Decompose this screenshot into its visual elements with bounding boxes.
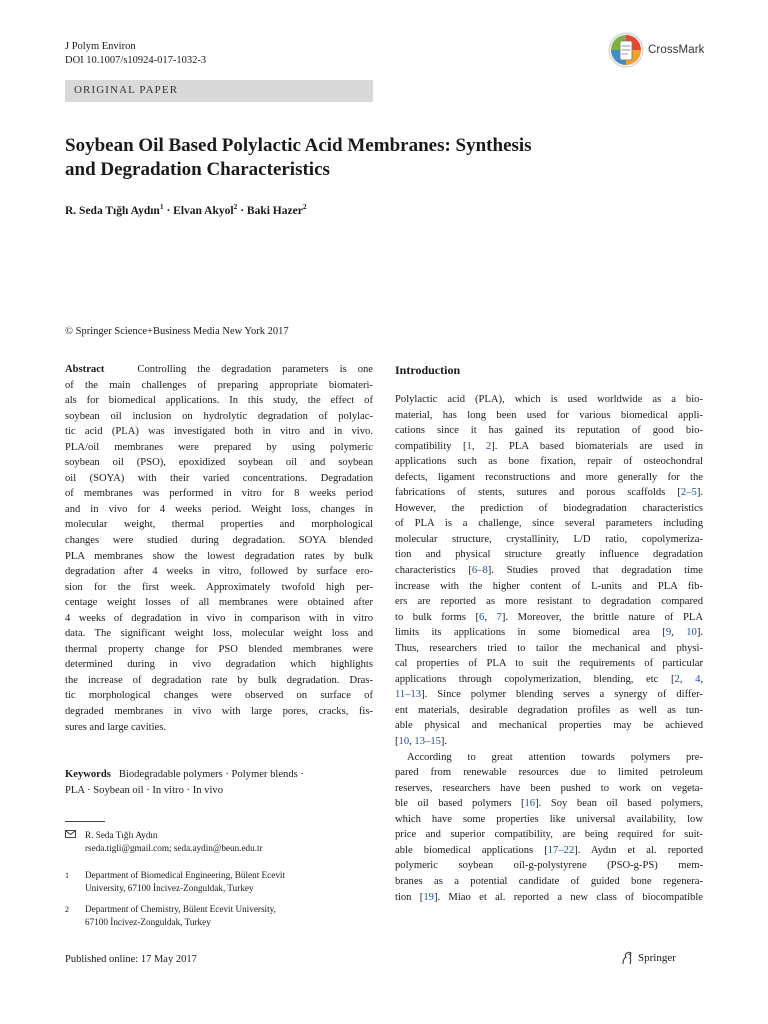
affiliation-1: [65, 869, 375, 899]
body-line: increase with the higher content of L-units and PLA fib-: [395, 580, 703, 592]
citation-link[interactable]: 16: [524, 798, 536, 810]
citation-link[interactable]: 11–13: [395, 689, 422, 701]
envelope-icon: [65, 829, 76, 842]
body-line: fabrications of stents, sutures and porous scaffolds [2–5].: [395, 487, 703, 499]
article-type: ORIGINAL PAPER: [74, 84, 179, 96]
keywords-line-1: [65, 767, 373, 783]
body-line: tion and physical structure greatly influence degradation: [395, 549, 703, 561]
abstract-line: 4 weeks of degradation in vivo in comparison with in vitro: [65, 612, 373, 624]
body-line: branes as a potential candidate of guided bone regenera-: [395, 875, 703, 887]
citation-link[interactable]: 17–22: [547, 844, 575, 856]
abstract-line: determined during in vivo degradation which highlights: [65, 659, 373, 671]
author-name[interactable]: Baki Hazer: [246, 204, 303, 217]
citation-link[interactable]: 1: [466, 440, 472, 452]
doi[interactable]: DOI 10.1007/s10924-017-1032-3: [65, 55, 207, 66]
affiliation-mark: 1: [65, 871, 69, 880]
citation-link[interactable]: 4: [695, 673, 701, 685]
title-line-1: Soybean Oil Based Polylactic Acid Membranes: Synthesis: [65, 135, 532, 156]
body-line: polymeric soybean oil-g-polystyrene (PSO-g-PS) mem-: [395, 860, 703, 872]
crossmark-badge[interactable]: [608, 32, 705, 68]
body-line: price and superior compatibility, are being required for suit-: [395, 829, 703, 841]
keywords-line-2: PLA · Soybean oil · In vitro · In vivo: [65, 784, 224, 796]
body-line: material, has long been used for various biomedical appli-: [395, 409, 703, 421]
citation-link[interactable]: 19: [423, 891, 434, 903]
body-line: cations since it has gained its reputation of good bio-: [395, 425, 703, 437]
author-name[interactable]: R. Seda Tığlı Aydın: [65, 204, 160, 217]
title-line-2: and Degradation Characteristics: [65, 159, 330, 180]
abstract-line: thermal property change for PSO blended membranes were: [65, 643, 373, 655]
body-line: defects, ligament reconstructions and more generally for the: [395, 471, 703, 483]
abstract-line: oil (SOYA) with their varied concentrations. Degradation: [65, 472, 373, 484]
keywords-text: Biodegradable polymers · Polymer blends ·: [118, 769, 304, 780]
citation-link[interactable]: 2: [674, 673, 680, 685]
author-affiliation-mark: 2: [302, 202, 307, 211]
body-line: able physical and mechanical properties may be achieved: [395, 720, 703, 732]
abstract-line: [65, 362, 373, 378]
abstract-line: tic morphological changes were observed on surface of: [65, 690, 373, 702]
body-line: reserves, researchers have been pushed to work on vegeta-: [395, 782, 703, 794]
body-line: cal properties of PLA to suit the requirements of particular: [395, 658, 703, 670]
body-line: However, the prediction of biodegradation characteristics: [395, 502, 703, 514]
body-line: ble oil based polymers [16]. Soy bean oil based polymers,: [395, 798, 704, 810]
crossmark-label: CrossMark: [648, 44, 705, 56]
contact-name: R. Seda Tığlı Aydın: [85, 830, 158, 840]
abstract-line: sion for the first week. Approximately twofold high per-: [65, 581, 373, 593]
keywords-label: Keywords: [65, 769, 111, 780]
body-line: Polylactic acid (PLA), which is used worldwide as a bio-: [395, 394, 703, 405]
citation-link[interactable]: 6: [479, 611, 485, 623]
citation-link[interactable]: 10: [686, 627, 697, 639]
springer-horse-icon: [620, 951, 634, 965]
abstract-line: of the main challenges of preparing appropriate biomateri-: [65, 379, 373, 391]
affiliation-line: 67100 İncivez-Zonguldak, Turkey: [85, 917, 211, 927]
abstract-line: molecular weight, thermal properties and morphological: [65, 519, 373, 531]
abstract-text: Controlling the degradation parameters is one: [137, 364, 373, 375]
body-line: which have some properties like universal availability, low: [395, 813, 703, 825]
body-line: applications through copolymerization, blending, etc [2, 4,: [395, 673, 704, 685]
body-line: According to great attention towards polymers pre-: [407, 751, 703, 763]
abstract-line: the increase of degradation rate by bulk degradation. Dras-: [65, 674, 373, 686]
journal-header: [65, 40, 206, 68]
abstract: [65, 362, 373, 735]
abstract-line: PLA membranes show the lowest degradation rates by bulk: [65, 550, 373, 562]
abstract-line: soybean oil inclusion on hydrolytic degradation of polylac-: [65, 410, 373, 422]
introduction-body: [395, 392, 703, 905]
abstract-line: centage weight losses of all membranes were obtained after: [65, 597, 373, 609]
body-line: of PLA is a challenge, since several parameters including: [395, 518, 703, 530]
body-line: 11–13]. Since polymer blending serves a synergy of differ-: [395, 689, 703, 701]
keywords: [65, 767, 373, 798]
corresponding-author: [65, 829, 375, 859]
published-date: Published online: 17 May 2017: [65, 954, 197, 965]
crossmark-icon: [608, 32, 644, 68]
author-affiliation-mark: 2: [233, 202, 238, 211]
body-line: pared from renewable resources due to limited petroleum: [395, 767, 703, 779]
citation-link[interactable]: 6–8: [471, 565, 488, 577]
abstract-line: of membranes was performed in vitro for 8 weeks period: [65, 488, 373, 500]
footnote-divider: [65, 821, 105, 822]
publisher-name: Springer: [638, 952, 676, 964]
author-affiliation-mark: 1: [159, 202, 164, 211]
body-line: compatibility [1, 2]. PLA based biomaterials are used in: [395, 440, 703, 452]
abstract-line: soybean oil (PSO), epoxidized soybean oil and soybean: [65, 457, 373, 469]
abstract-line: degraded membranes in vivo with large pores, cracks, fis-: [65, 706, 373, 718]
affiliation-line: Department of Biomedical Engineering, Bülent Ecevit: [85, 870, 286, 880]
springer-logo: [620, 951, 676, 965]
body-line: characteristics [6–8]. Studies proved that degradation time: [395, 565, 703, 577]
author-name[interactable]: Elvan Akyol: [173, 204, 234, 217]
citation-link[interactable]: 13–15: [414, 736, 441, 748]
citation-link[interactable]: 10: [398, 736, 410, 748]
introduction-heading: Introduction: [395, 363, 461, 377]
author-separator: ·: [240, 204, 245, 217]
abstract-line: tic acid (PLA) was investigated both in vitro and in vivo.: [65, 426, 373, 438]
citation-link[interactable]: 9: [665, 627, 672, 639]
abstract-label: Abstract: [65, 364, 105, 375]
body-line: ers are reported as more resistant to degradation compared: [395, 596, 703, 608]
contact-emails[interactable]: rseda.tigli@gmail.com; seda.aydin@beun.edu.tr: [85, 843, 263, 853]
abstract-line: changes were studied during degradation. SOYA blended: [65, 535, 373, 547]
abstract-line: degradation after 4 weeks in vitro, followed by surface ero-: [65, 566, 373, 578]
body-line: limits its applications in some biomedical area [9, 10].: [395, 627, 703, 639]
citation-link[interactable]: 2–5: [680, 487, 697, 499]
affiliation-2: [65, 903, 375, 933]
citation-link[interactable]: 2: [485, 440, 492, 452]
body-line: to bulk forms [6, 7]. Moreover, the brittle nature of PLA: [395, 611, 703, 623]
abstract-line: sures and large cavities.: [65, 721, 166, 733]
affiliation-line: Department of Chemistry, Bülent Ecevit University,: [85, 904, 276, 914]
affiliation-line: University, 67100 İncivez-Zonguldak, Turkey: [85, 883, 254, 893]
body-line: ent materials, desirable degradation profiles as well as tun-: [395, 704, 703, 716]
journal-name: J Polym Environ: [65, 41, 136, 52]
body-line: Thus, researchers tried to tailor the mechanical and physi-: [395, 642, 703, 654]
body-line: able biomedical applications [17–22]. Aydın et al. reported: [395, 844, 703, 856]
citation-link[interactable]: 7: [496, 611, 502, 623]
author-list: [65, 202, 307, 217]
article-type-band: [65, 80, 373, 102]
author-separator: ·: [166, 204, 171, 217]
body-line: [10, 13–15].: [395, 736, 448, 748]
affiliation-mark: 2: [65, 905, 69, 914]
body-line: tion [19]. Miao et al. reported a new class of biocompatible: [395, 891, 703, 903]
body-line: applications such as bone fixation, repair of osteochondral: [395, 456, 703, 468]
abstract-line: als for biomedical applications. In this study, the effect of: [65, 395, 373, 407]
body-line: molecular structure, crystallinity, L/D ratio, copolymeriza-: [395, 533, 703, 545]
abstract-line: PLA/oil membranes were prepared by using polymeric: [65, 441, 373, 453]
abstract-line: and in vivo for 4 weeks period. Weight loss, changes in: [65, 503, 373, 515]
paper-title: [65, 134, 705, 182]
copyright-notice: © Springer Science+Business Media New York 2017: [65, 326, 289, 337]
abstract-line: data. The significant weight loss, molecular weight loss and: [65, 628, 373, 640]
